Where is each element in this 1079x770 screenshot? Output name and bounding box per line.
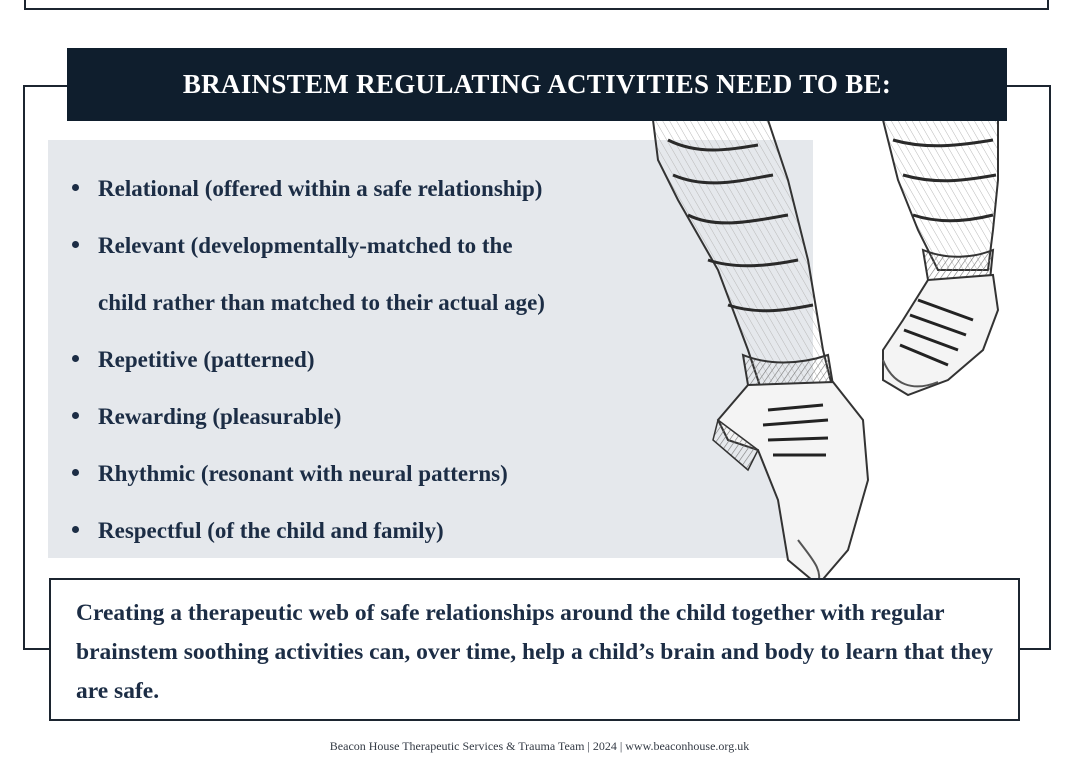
top-frame-edge [24,0,1049,10]
list-item [72,388,545,445]
summary-text: Creating a therapeutic web of safe relationships around the child together with regular brainstem soothing activities can, over time, help a child’s brain and body to learn that they are safe. [76,600,994,704]
list-item-text: Repetitive (patterned) [98,347,315,372]
list-item [72,445,545,502]
bullet-icon [72,355,79,362]
header-banner [67,48,1007,121]
list-item-text: Rewarding (pleasurable) [98,404,342,429]
list-item-text: Relational (offered within a safe relationship) [98,176,543,201]
activities-list [72,160,545,559]
list-item-text: Rhythmic (resonant with neural patterns) [98,461,508,486]
list-item-text: Respectful (of the child and family) [98,518,444,543]
summary-box [49,578,1020,721]
list-item [72,331,545,388]
dangling-legs-illustration [648,120,1008,590]
list-item [72,160,545,217]
footer-credit: Beacon House Therapeutic Services & Trauma Team | 2024 | www.beaconhouse.org.uk [329,739,750,753]
bullet-icon [72,412,79,419]
list-item [72,217,545,331]
page-title: BRAINSTEM REGULATING ACTIVITIES NEED TO BE: [182,69,892,99]
list-item-continuation: child rather than matched to their actual age) [98,290,545,315]
bullet-icon [72,526,79,533]
bullet-icon [72,469,79,476]
bullet-icon [72,241,79,248]
list-item-text: Relevant (developmentally-matched to the [98,233,513,258]
bullet-icon [72,184,79,191]
list-item [72,502,545,559]
